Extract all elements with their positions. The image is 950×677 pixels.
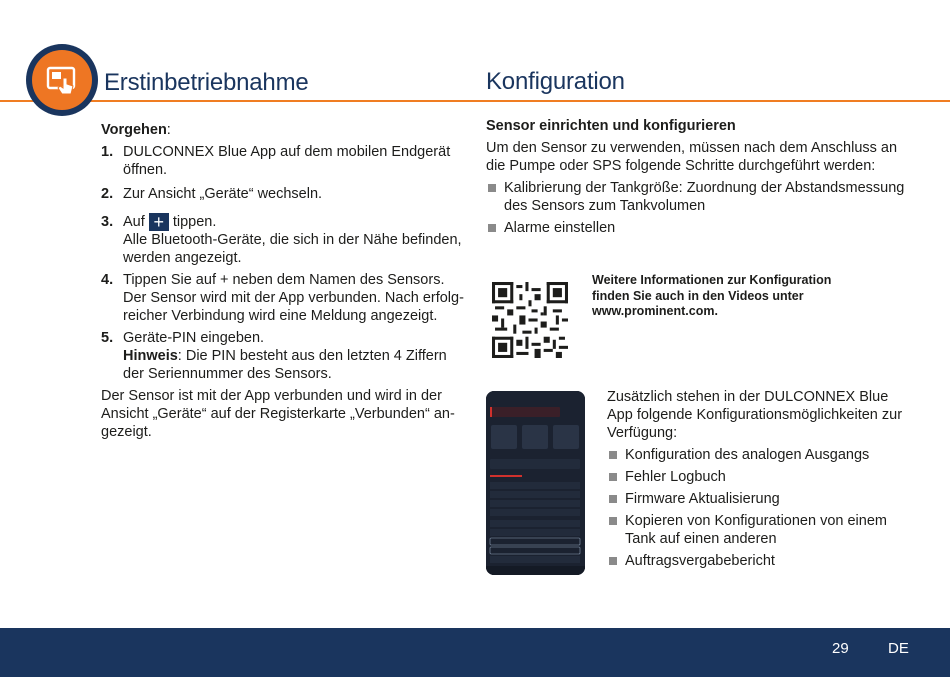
page-title-left: Erstinbetriebnahme [104, 69, 309, 96]
config-bullets [486, 179, 906, 237]
list-item: Fehler Logbuch [607, 468, 907, 486]
closing-paragraph: Der Sensor ist mit der App verbunden und wird in der Ansicht „Geräte“ auf der Registerkarte „Verbunden“ an-gezeigt. [101, 388, 455, 440]
qr-code [492, 282, 568, 358]
procedure-label: Vorgehen [101, 122, 167, 138]
steps-list [101, 143, 466, 383]
list-item: Kopieren von Konfigurationen von einem Tank auf einen anderen [607, 512, 907, 548]
list-item [101, 143, 466, 179]
step-number: 1. [101, 144, 114, 160]
list-item: Kalibrierung der Tankgröße: Zuordnung der Abstandsmessung des Sensors zum Tankvolumen [486, 179, 906, 215]
page-number: 29 [832, 640, 849, 657]
video-note: Weitere Informationen zur Konfiguration finden Sie auch in den Videos unter www.prominent.com. [592, 273, 832, 318]
list-item [101, 185, 466, 203]
plus-icon: + [149, 213, 169, 231]
step-text: Auf [123, 214, 145, 230]
step-text: Alle Bluetooth-Geräte, die sich in der Nähe befinden, werden angezeigt. [123, 232, 462, 266]
section-subheading: Sensor einrichten und konfigurieren [486, 118, 736, 134]
tablet-touch-icon [32, 50, 92, 110]
hint-label: Hinweis [123, 348, 178, 364]
chapter-badge [26, 44, 98, 116]
list-item: Auftragsvergabebericht [607, 552, 907, 570]
step-text: Geräte-PIN eingeben. [123, 330, 265, 346]
right-column-top [486, 117, 906, 237]
step-number: 4. [101, 272, 114, 288]
list-item: Alarme einstellen [486, 219, 906, 237]
step-text: tippen. [168, 214, 217, 230]
intro-paragraph: Um den Sensor zu verwenden, müssen nach dem Anschluss an die Pumpe oder SPS folgende Schritte durchgeführt werden: [486, 140, 898, 174]
list-item: Konfiguration des analogen Ausgangs [607, 446, 907, 464]
app-screenshot [486, 391, 585, 575]
step-text: Zur Ansicht „Geräte“ wechseln. [123, 186, 323, 202]
list-item [101, 329, 466, 383]
step-number: 5. [101, 330, 114, 346]
list-item [101, 213, 466, 267]
hint-text: : Die PIN besteht aus den letzten 4 Ziffern der Seriennummer des Sensors. [123, 348, 447, 382]
right-column-bottom [607, 388, 907, 570]
left-column [101, 121, 466, 441]
procedure-colon: : [166, 122, 171, 138]
step-number: 2. [101, 186, 114, 202]
list-item: Firmware Aktualisierung [607, 490, 907, 508]
header-rule [0, 100, 950, 102]
language-code: DE [888, 640, 909, 657]
page-title-right: Konfiguration [486, 68, 625, 95]
page-footer [0, 628, 950, 677]
step-text: Tippen Sie auf + neben dem Namen des Sensors. Der Sensor wird mit der App verbunden. Nach erfolg-reicher Verbindung wird eine Meldung angezeigt. [123, 272, 464, 324]
extra-intro: Zusätzlich stehen in der DULCONNEX Blue App folgende Konfigurationsmöglichkeiten zur Verfügung: [607, 389, 903, 441]
step-number: 3. [101, 214, 114, 230]
extra-bullets [607, 446, 907, 570]
procedure-heading [101, 121, 466, 139]
list-item [101, 271, 466, 325]
step-text: DULCONNEX Blue App auf dem mobilen Endgerät öffnen. [123, 144, 451, 178]
